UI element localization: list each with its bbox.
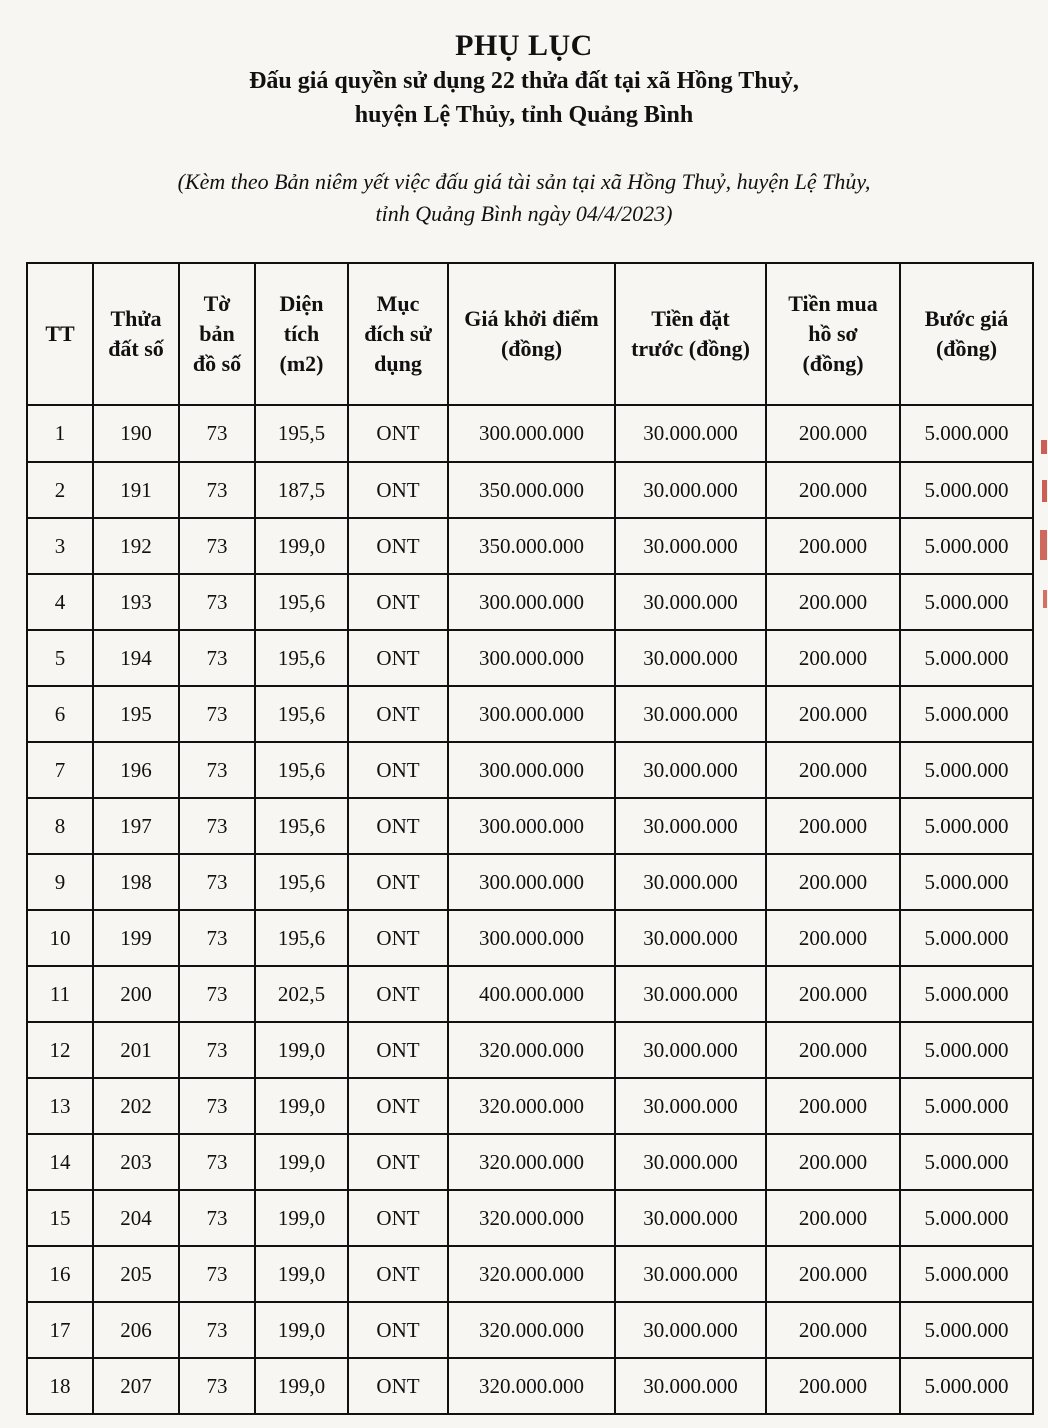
header-starting-price-line: (đồng) bbox=[500, 336, 563, 361]
header-bid-step-line: Bước giá bbox=[924, 306, 1009, 331]
cell-plot-number: 193 bbox=[93, 574, 179, 630]
cell-land-use: ONT bbox=[348, 1246, 448, 1302]
cell-starting-price: 320.000.000 bbox=[448, 1022, 615, 1078]
cell-dossier-fee: 200.000 bbox=[766, 405, 900, 462]
cell-land-use: ONT bbox=[348, 1078, 448, 1134]
header-plot-number-line: đất số bbox=[108, 336, 164, 361]
cell-dossier-fee: 200.000 bbox=[766, 518, 900, 574]
cell-dossier-fee: 200.000 bbox=[766, 462, 900, 518]
cell-starting-price: 400.000.000 bbox=[448, 966, 615, 1022]
cell-plot-number: 192 bbox=[93, 518, 179, 574]
cell-dossier-fee: 200.000 bbox=[766, 1134, 900, 1190]
header-bid-step bbox=[900, 263, 1033, 405]
cell-dossier-fee: 200.000 bbox=[766, 1190, 900, 1246]
cell-land-use: ONT bbox=[348, 405, 448, 462]
header-dossier-fee-line: (đồng) bbox=[802, 351, 864, 376]
cell-plot-number: 197 bbox=[93, 798, 179, 854]
cell-dossier-fee: 200.000 bbox=[766, 966, 900, 1022]
cell-starting-price: 350.000.000 bbox=[448, 518, 615, 574]
cell-land-use: ONT bbox=[348, 1022, 448, 1078]
cell-dossier-fee: 200.000 bbox=[766, 910, 900, 966]
cell-starting-price: 300.000.000 bbox=[448, 574, 615, 630]
cell-bid-step: 5.000.000 bbox=[900, 405, 1033, 462]
cell-dossier-fee: 200.000 bbox=[766, 1246, 900, 1302]
table-row bbox=[27, 966, 1033, 1022]
stamp-edge-mark bbox=[1038, 440, 1048, 640]
cell-map-sheet: 73 bbox=[179, 966, 255, 1022]
cell-area: 195,6 bbox=[255, 910, 348, 966]
cell-plot-number: 200 bbox=[93, 966, 179, 1022]
cell-land-use: ONT bbox=[348, 742, 448, 798]
table-row bbox=[27, 1302, 1033, 1358]
cell-bid-step: 5.000.000 bbox=[900, 686, 1033, 742]
header-area-line: Diện bbox=[279, 291, 324, 316]
cell-plot-number: 207 bbox=[93, 1358, 179, 1414]
cell-starting-price: 320.000.000 bbox=[448, 1358, 615, 1414]
header-map-sheet-line: bản bbox=[199, 321, 235, 346]
cell-map-sheet: 73 bbox=[179, 1302, 255, 1358]
table-row bbox=[27, 1190, 1033, 1246]
cell-plot-number: 199 bbox=[93, 910, 179, 966]
cell-starting-price: 300.000.000 bbox=[448, 686, 615, 742]
cell-area: 195,6 bbox=[255, 630, 348, 686]
cell-map-sheet: 73 bbox=[179, 405, 255, 462]
cell-map-sheet: 73 bbox=[179, 1358, 255, 1414]
table-row bbox=[27, 1358, 1033, 1414]
land-plots-table bbox=[26, 262, 1034, 1415]
header-deposit-line: trước (đồng) bbox=[631, 336, 750, 361]
cell-area: 195,6 bbox=[255, 742, 348, 798]
cell-land-use: ONT bbox=[348, 854, 448, 910]
table-header bbox=[27, 263, 1033, 405]
cell-starting-price: 300.000.000 bbox=[448, 910, 615, 966]
cell-area: 195,5 bbox=[255, 405, 348, 462]
cell-area: 199,0 bbox=[255, 1302, 348, 1358]
cell-plot-number: 203 bbox=[93, 1134, 179, 1190]
cell-plot-number: 206 bbox=[93, 1302, 179, 1358]
cell-tt: 1 bbox=[27, 405, 93, 462]
cell-land-use: ONT bbox=[348, 910, 448, 966]
cell-dossier-fee: 200.000 bbox=[766, 1302, 900, 1358]
cell-area: 199,0 bbox=[255, 1134, 348, 1190]
cell-area: 199,0 bbox=[255, 1022, 348, 1078]
cell-tt: 18 bbox=[27, 1358, 93, 1414]
cell-plot-number: 194 bbox=[93, 630, 179, 686]
cell-deposit: 30.000.000 bbox=[615, 686, 766, 742]
cell-map-sheet: 73 bbox=[179, 910, 255, 966]
cell-bid-step: 5.000.000 bbox=[900, 630, 1033, 686]
cell-land-use: ONT bbox=[348, 966, 448, 1022]
cell-area: 195,6 bbox=[255, 686, 348, 742]
cell-deposit: 30.000.000 bbox=[615, 1134, 766, 1190]
table-row bbox=[27, 518, 1033, 574]
cell-area: 199,0 bbox=[255, 1078, 348, 1134]
cell-land-use: ONT bbox=[348, 574, 448, 630]
header-map-sheet-line: Tờ bbox=[203, 291, 231, 316]
cell-starting-price: 300.000.000 bbox=[448, 630, 615, 686]
cell-area: 199,0 bbox=[255, 1190, 348, 1246]
attachment-note-line1: (Kèm theo Bản niêm yết việc đấu giá tài sản tại xã Hồng Thuỷ, huyện Lệ Thủy, bbox=[177, 169, 871, 194]
header-map-sheet-line: đồ số bbox=[192, 351, 242, 376]
cell-bid-step: 5.000.000 bbox=[900, 1246, 1033, 1302]
cell-tt: 3 bbox=[27, 518, 93, 574]
cell-starting-price: 300.000.000 bbox=[448, 798, 615, 854]
table-row bbox=[27, 1134, 1033, 1190]
cell-plot-number: 191 bbox=[93, 462, 179, 518]
cell-tt: 9 bbox=[27, 854, 93, 910]
header-deposit-line: Tiền đặt bbox=[651, 306, 730, 331]
cell-map-sheet: 73 bbox=[179, 630, 255, 686]
cell-tt: 4 bbox=[27, 574, 93, 630]
table-row bbox=[27, 686, 1033, 742]
cell-plot-number: 202 bbox=[93, 1078, 179, 1134]
cell-dossier-fee: 200.000 bbox=[766, 1078, 900, 1134]
table-row bbox=[27, 1246, 1033, 1302]
header-area-line: tích bbox=[283, 321, 320, 346]
cell-area: 199,0 bbox=[255, 1358, 348, 1414]
cell-map-sheet: 73 bbox=[179, 1246, 255, 1302]
cell-deposit: 30.000.000 bbox=[615, 1358, 766, 1414]
cell-deposit: 30.000.000 bbox=[615, 574, 766, 630]
cell-land-use: ONT bbox=[348, 798, 448, 854]
table-row bbox=[27, 1078, 1033, 1134]
cell-land-use: ONT bbox=[348, 1190, 448, 1246]
table-body bbox=[27, 405, 1033, 1414]
table-row bbox=[27, 405, 1033, 462]
table-row bbox=[27, 854, 1033, 910]
cell-deposit: 30.000.000 bbox=[615, 1078, 766, 1134]
cell-tt: 16 bbox=[27, 1246, 93, 1302]
cell-deposit: 30.000.000 bbox=[615, 518, 766, 574]
cell-plot-number: 190 bbox=[93, 405, 179, 462]
cell-plot-number: 196 bbox=[93, 742, 179, 798]
cell-tt: 2 bbox=[27, 462, 93, 518]
cell-map-sheet: 73 bbox=[179, 518, 255, 574]
cell-starting-price: 320.000.000 bbox=[448, 1134, 615, 1190]
cell-area: 195,6 bbox=[255, 574, 348, 630]
cell-deposit: 30.000.000 bbox=[615, 1302, 766, 1358]
cell-deposit: 30.000.000 bbox=[615, 854, 766, 910]
cell-map-sheet: 73 bbox=[179, 854, 255, 910]
header-dossier-fee-line: hồ sơ bbox=[808, 321, 858, 346]
cell-deposit: 30.000.000 bbox=[615, 742, 766, 798]
cell-dossier-fee: 200.000 bbox=[766, 798, 900, 854]
cell-map-sheet: 73 bbox=[179, 686, 255, 742]
document-subtitle-line2: huyện Lệ Thủy, tỉnh Quảng Bình bbox=[354, 102, 694, 128]
cell-plot-number: 205 bbox=[93, 1246, 179, 1302]
table-row bbox=[27, 1022, 1033, 1078]
cell-deposit: 30.000.000 bbox=[615, 1022, 766, 1078]
header-starting-price-line: Giá khởi điểm bbox=[464, 306, 599, 331]
header-plot-number bbox=[93, 263, 179, 405]
table-row bbox=[27, 462, 1033, 518]
cell-tt: 13 bbox=[27, 1078, 93, 1134]
header-land-use-line: dụng bbox=[374, 351, 422, 376]
cell-map-sheet: 73 bbox=[179, 462, 255, 518]
document-header bbox=[0, 28, 1048, 132]
cell-land-use: ONT bbox=[348, 462, 448, 518]
cell-land-use: ONT bbox=[348, 686, 448, 742]
cell-tt: 12 bbox=[27, 1022, 93, 1078]
cell-tt: 10 bbox=[27, 910, 93, 966]
cell-tt: 15 bbox=[27, 1190, 93, 1246]
cell-bid-step: 5.000.000 bbox=[900, 518, 1033, 574]
cell-map-sheet: 73 bbox=[179, 742, 255, 798]
cell-bid-step: 5.000.000 bbox=[900, 910, 1033, 966]
cell-land-use: ONT bbox=[348, 518, 448, 574]
header-plot-number-line: Thửa bbox=[110, 306, 162, 331]
header-map-sheet bbox=[179, 263, 255, 405]
header-dossier-fee-line: Tiền mua bbox=[788, 291, 878, 316]
cell-starting-price: 320.000.000 bbox=[448, 1246, 615, 1302]
cell-starting-price: 320.000.000 bbox=[448, 1190, 615, 1246]
header-dossier-fee bbox=[766, 263, 900, 405]
cell-starting-price: 350.000.000 bbox=[448, 462, 615, 518]
header-tt bbox=[27, 263, 93, 405]
attachment-note-line2: tỉnh Quảng Bình ngày 04/4/2023) bbox=[375, 201, 673, 226]
cell-dossier-fee: 200.000 bbox=[766, 630, 900, 686]
cell-dossier-fee: 200.000 bbox=[766, 854, 900, 910]
cell-bid-step: 5.000.000 bbox=[900, 742, 1033, 798]
cell-dossier-fee: 200.000 bbox=[766, 1358, 900, 1414]
cell-tt: 6 bbox=[27, 686, 93, 742]
cell-land-use: ONT bbox=[348, 1302, 448, 1358]
cell-deposit: 30.000.000 bbox=[615, 462, 766, 518]
cell-plot-number: 204 bbox=[93, 1190, 179, 1246]
cell-plot-number: 195 bbox=[93, 686, 179, 742]
cell-starting-price: 320.000.000 bbox=[448, 1302, 615, 1358]
cell-map-sheet: 73 bbox=[179, 798, 255, 854]
cell-bid-step: 5.000.000 bbox=[900, 798, 1033, 854]
attachment-note bbox=[0, 166, 1048, 230]
cell-bid-step: 5.000.000 bbox=[900, 966, 1033, 1022]
cell-dossier-fee: 200.000 bbox=[766, 742, 900, 798]
cell-area: 199,0 bbox=[255, 1246, 348, 1302]
cell-starting-price: 300.000.000 bbox=[448, 854, 615, 910]
cell-deposit: 30.000.000 bbox=[615, 910, 766, 966]
cell-bid-step: 5.000.000 bbox=[900, 1078, 1033, 1134]
cell-area: 195,6 bbox=[255, 798, 348, 854]
cell-starting-price: 300.000.000 bbox=[448, 742, 615, 798]
cell-deposit: 30.000.000 bbox=[615, 1190, 766, 1246]
table-row bbox=[27, 798, 1033, 854]
cell-deposit: 30.000.000 bbox=[615, 798, 766, 854]
document-subtitle-line1: Đấu giá quyền sử dụng 22 thửa đất tại xã Hồng Thuỷ, bbox=[249, 68, 799, 94]
cell-tt: 5 bbox=[27, 630, 93, 686]
cell-dossier-fee: 200.000 bbox=[766, 686, 900, 742]
cell-land-use: ONT bbox=[348, 630, 448, 686]
header-deposit bbox=[615, 263, 766, 405]
cell-plot-number: 198 bbox=[93, 854, 179, 910]
cell-map-sheet: 73 bbox=[179, 1022, 255, 1078]
cell-area: 187,5 bbox=[255, 462, 348, 518]
header-bid-step-line: (đồng) bbox=[935, 336, 998, 361]
table-row bbox=[27, 574, 1033, 630]
cell-dossier-fee: 200.000 bbox=[766, 574, 900, 630]
table-header-row bbox=[27, 263, 1033, 405]
cell-bid-step: 5.000.000 bbox=[900, 854, 1033, 910]
cell-area: 195,6 bbox=[255, 854, 348, 910]
cell-starting-price: 320.000.000 bbox=[448, 1078, 615, 1134]
cell-tt: 7 bbox=[27, 742, 93, 798]
cell-deposit: 30.000.000 bbox=[615, 1246, 766, 1302]
cell-bid-step: 5.000.000 bbox=[900, 1190, 1033, 1246]
cell-bid-step: 5.000.000 bbox=[900, 1358, 1033, 1414]
cell-plot-number: 201 bbox=[93, 1022, 179, 1078]
header-tt-line: TT bbox=[45, 321, 75, 346]
cell-bid-step: 5.000.000 bbox=[900, 1134, 1033, 1190]
cell-tt: 14 bbox=[27, 1134, 93, 1190]
header-area-line: (m2) bbox=[279, 351, 324, 376]
cell-map-sheet: 73 bbox=[179, 1190, 255, 1246]
header-area bbox=[255, 263, 348, 405]
cell-dossier-fee: 200.000 bbox=[766, 1022, 900, 1078]
cell-land-use: ONT bbox=[348, 1134, 448, 1190]
cell-deposit: 30.000.000 bbox=[615, 630, 766, 686]
document-title: PHỤ LỤC bbox=[455, 29, 593, 62]
cell-tt: 8 bbox=[27, 798, 93, 854]
cell-area: 202,5 bbox=[255, 966, 348, 1022]
cell-tt: 11 bbox=[27, 966, 93, 1022]
table-row bbox=[27, 630, 1033, 686]
cell-bid-step: 5.000.000 bbox=[900, 1302, 1033, 1358]
header-land-use bbox=[348, 263, 448, 405]
cell-deposit: 30.000.000 bbox=[615, 405, 766, 462]
cell-deposit: 30.000.000 bbox=[615, 966, 766, 1022]
cell-area: 199,0 bbox=[255, 518, 348, 574]
table-row bbox=[27, 910, 1033, 966]
cell-land-use: ONT bbox=[348, 1358, 448, 1414]
table-row bbox=[27, 742, 1033, 798]
header-land-use-line: Mục bbox=[376, 291, 420, 316]
cell-bid-step: 5.000.000 bbox=[900, 462, 1033, 518]
cell-tt: 17 bbox=[27, 1302, 93, 1358]
cell-map-sheet: 73 bbox=[179, 1134, 255, 1190]
cell-bid-step: 5.000.000 bbox=[900, 574, 1033, 630]
header-starting-price bbox=[448, 263, 615, 405]
header-land-use-line: đích sử bbox=[364, 321, 432, 346]
cell-bid-step: 5.000.000 bbox=[900, 1022, 1033, 1078]
cell-map-sheet: 73 bbox=[179, 1078, 255, 1134]
cell-map-sheet: 73 bbox=[179, 574, 255, 630]
cell-starting-price: 300.000.000 bbox=[448, 405, 615, 462]
